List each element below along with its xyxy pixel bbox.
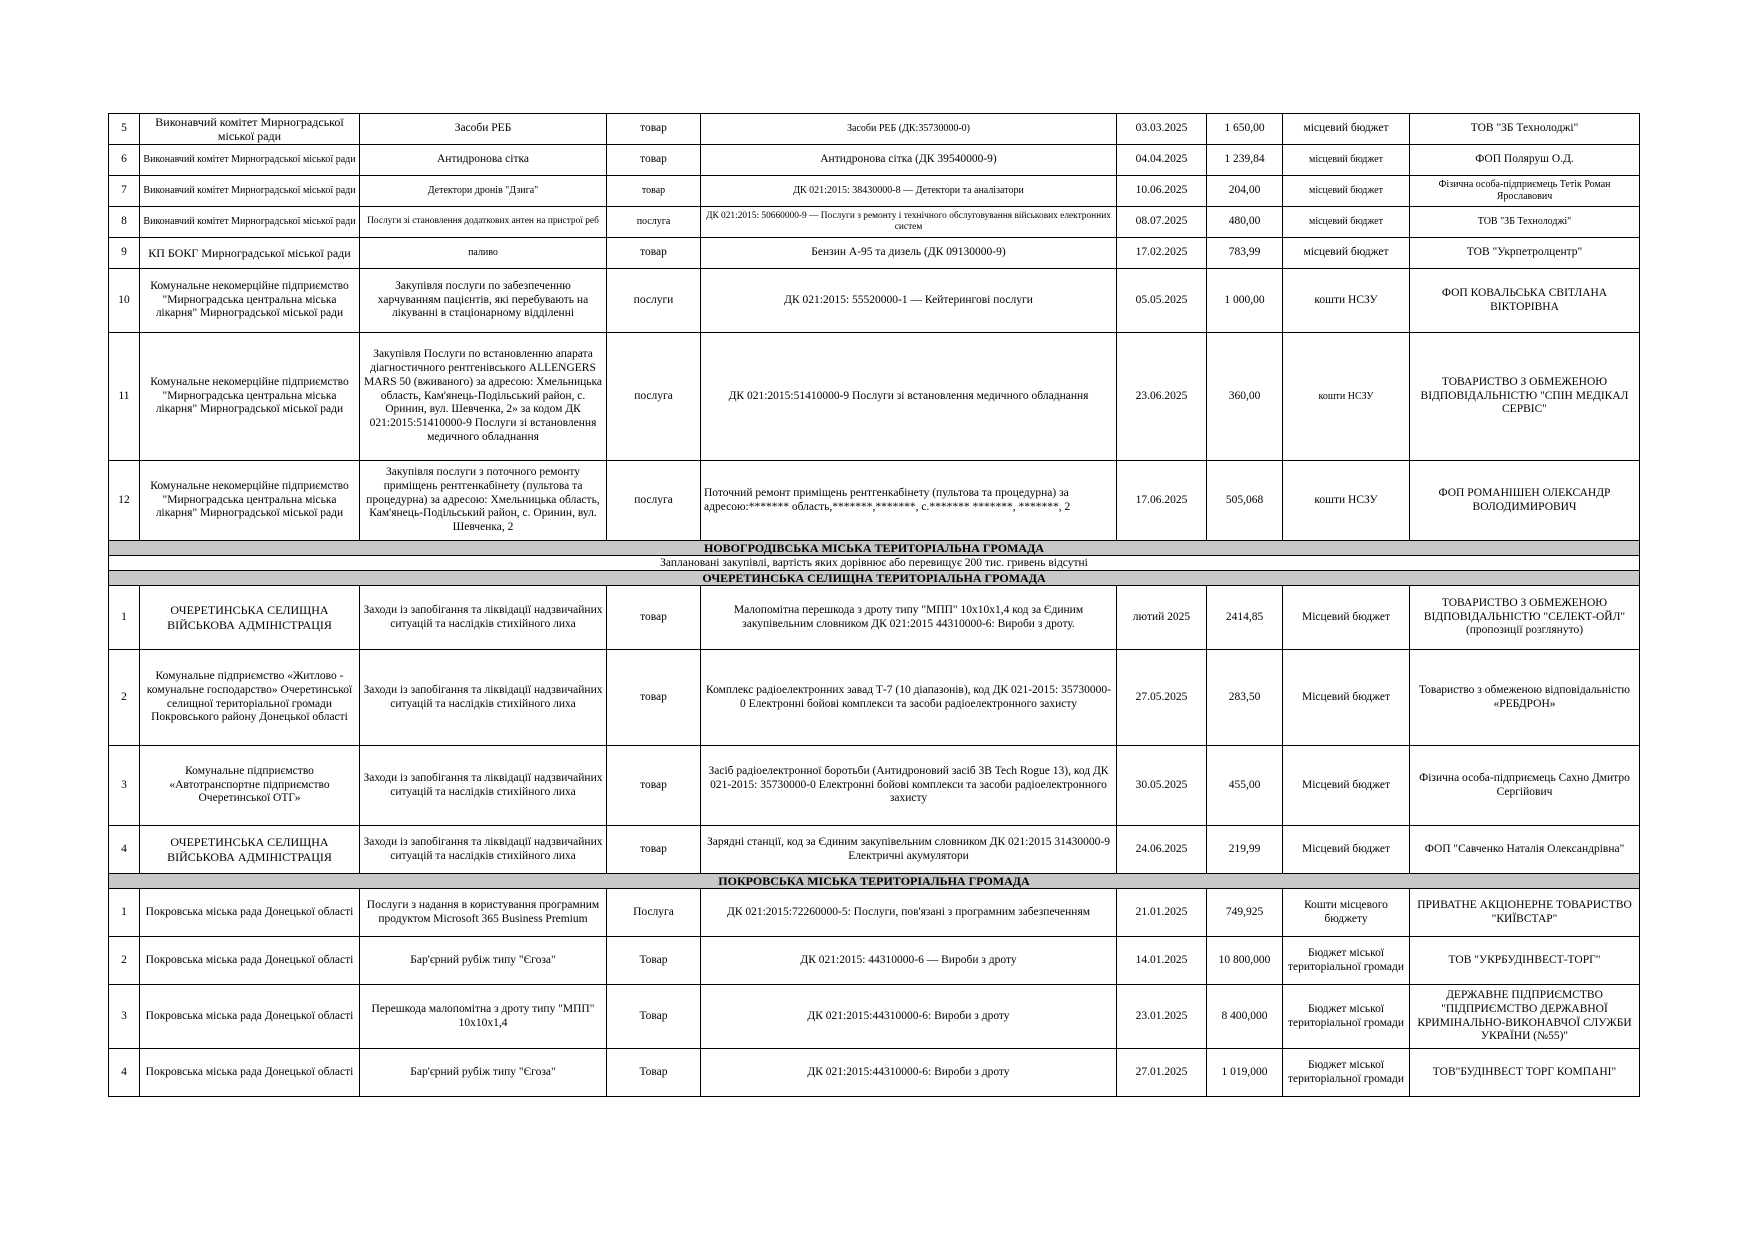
date-cell: 24.06.2025 — [1117, 826, 1207, 874]
customer-cell: Виконавчий комітет Мирноградської міської ради — [140, 176, 360, 207]
supplier-cell: ТОВ "ЗБ Технолоджі" — [1410, 114, 1640, 145]
date-cell: 14.01.2025 — [1117, 937, 1207, 985]
subject-cell: Закупівля послуги з поточного ремонту приміщень рентгенкабінету (пультова та процедурна) за адресою: Хмельницька область, Кам'янець-Подільський район, с. Оринин, вул. Шевченка, 2 — [360, 461, 607, 541]
date-cell: 21.01.2025 — [1117, 889, 1207, 937]
table-row — [109, 269, 1640, 333]
cpv-code-cell: ДК 021:2015:72260000-5: Послуги, пов'язані з програмним забезпеченням — [701, 889, 1117, 937]
subject-cell: Бар'єрний рубіж типу "Єгоза" — [360, 937, 607, 985]
amount-cell: 360,00 — [1207, 333, 1283, 461]
subject-cell: Заходи із запобігання та ліквідації надзвичайних ситуацій та наслідків стихійного лиха — [360, 746, 607, 826]
row-number-cell: 11 — [109, 333, 140, 461]
row-number-cell: 8 — [109, 207, 140, 238]
customer-cell: Покровська міська рада Донецької області — [140, 937, 360, 985]
subject-cell: Перешкода малопомітна з дроту типу "МПП" 10х10х1,4 — [360, 985, 607, 1049]
customer-cell: Покровська міська рада Донецької області — [140, 889, 360, 937]
customer-cell: Комунальне некомерційне підприємство "Мирноградська центральна міська лікарня" Мирноградської міської ради — [140, 461, 360, 541]
date-cell: 03.03.2025 — [1117, 114, 1207, 145]
table-row — [109, 461, 1640, 541]
cpv-code-cell: Комплекс радіоелектронних завад Т-7 (10 діапазонів), код ДК 021-2015: 35730000-0 Електронні бойові комплекси та засоби радіоелектронного захисту — [701, 650, 1117, 746]
row-number-cell: 2 — [109, 650, 140, 746]
table-row — [109, 650, 1640, 746]
amount-cell: 455,00 — [1207, 746, 1283, 826]
customer-cell: Комунальне підприємство «Автотранспортне підприємство Очеретинської ОТГ» — [140, 746, 360, 826]
cpv-code-cell: Поточний ремонт приміщень рентгенкабінету (пультова та процедурна) за адресою:******* область,*******,*******, с.******* *******, *******, 2 — [701, 461, 1117, 541]
amount-cell: 204,00 — [1207, 176, 1283, 207]
supplier-cell: Фізична особа-підприємець Сахно Дмитро Сергійович — [1410, 746, 1640, 826]
subject-cell: Закупівля Послуги по встановленню апарата діагностичного рентгенівського ALLENGERS MARS 50 (вживаного) за адресою: Хмельницька область, Кам'янець-Подільський район, с. Оринин, вул. Шевченка, 2» за кодом ДК 021:2015:51410000-9 Послуги зі встановлення медичного обладнання — [360, 333, 607, 461]
row-number-cell: 7 — [109, 176, 140, 207]
subject-cell: Бар'єрний рубіж типу "Єгоза" — [360, 1049, 607, 1097]
customer-cell: Комунальне підприємство «Житлово - комунальне господарство» Очеретинської селищної територіальної громади Покровського району Донецької області — [140, 650, 360, 746]
item-type-cell: товар — [607, 145, 701, 176]
table-row — [109, 1049, 1640, 1097]
supplier-cell: ФОП КОВАЛЬСЬКА СВІТЛАНА ВІКТОРІВНА — [1410, 269, 1640, 333]
row-number-cell: 3 — [109, 985, 140, 1049]
customer-cell: Виконавчий комітет Мирноградської міської ради — [140, 207, 360, 238]
cpv-code-cell: ДК 021:2015: 55520000-1 — Кейтерингові послуги — [701, 269, 1117, 333]
row-number-cell: 1 — [109, 889, 140, 937]
table-row — [109, 889, 1640, 937]
section-title: ОЧЕРЕТИНСЬКА СЕЛИЩНА ТЕРИТОРІАЛЬНА ГРОМАДА — [109, 571, 1640, 586]
subject-cell: Послуги з надання в користування програмним продуктом Microsoft 365 Business Premium — [360, 889, 607, 937]
item-type-cell: послуга — [607, 207, 701, 238]
row-number-cell: 3 — [109, 746, 140, 826]
table-row — [109, 937, 1640, 985]
row-number-cell: 4 — [109, 826, 140, 874]
table-row — [109, 333, 1640, 461]
row-number-cell: 9 — [109, 238, 140, 269]
subject-cell: Засоби РЕБ — [360, 114, 607, 145]
item-type-cell: послуга — [607, 461, 701, 541]
supplier-cell: ДЕРЖАВНЕ ПІДПРИЄМСТВО "ПІДПРИЄМСТВО ДЕРЖАВНОЇ КРИМІНАЛЬНО-ВИКОНАВЧОЇ СЛУЖБИ УКРАЇНИ (№55)" — [1410, 985, 1640, 1049]
funding-source-cell: місцевий бюджет — [1283, 145, 1410, 176]
funding-source-cell: Місцевий бюджет — [1283, 826, 1410, 874]
section-title: ПОКРОВСЬКА МІСЬКА ТЕРИТОРІАЛЬНА ГРОМАДА — [109, 874, 1640, 889]
date-cell: 05.05.2025 — [1117, 269, 1207, 333]
table-row — [109, 207, 1640, 238]
procurement-table — [108, 113, 1640, 1097]
supplier-cell: ФОП РОМАНІШЕН ОЛЕКСАНДР ВОЛОДИМИРОВИЧ — [1410, 461, 1640, 541]
row-number-cell: 6 — [109, 145, 140, 176]
section-note-row — [109, 556, 1640, 571]
amount-cell: 2414,85 — [1207, 586, 1283, 650]
item-type-cell: Товар — [607, 937, 701, 985]
supplier-cell: ФОП Поляруш О.Д. — [1410, 145, 1640, 176]
item-type-cell: товар — [607, 746, 701, 826]
amount-cell: 1 000,00 — [1207, 269, 1283, 333]
funding-source-cell: місцевий бюджет — [1283, 207, 1410, 238]
table-row — [109, 114, 1640, 145]
subject-cell: Антидронова сітка — [360, 145, 607, 176]
item-type-cell: товар — [607, 826, 701, 874]
item-type-cell: товар — [607, 650, 701, 746]
supplier-cell: ТОВ"БУДІНВЕСТ ТОРГ КОМПАНІ" — [1410, 1049, 1640, 1097]
funding-source-cell: кошти НСЗУ — [1283, 333, 1410, 461]
table-row — [109, 746, 1640, 826]
date-cell: 23.01.2025 — [1117, 985, 1207, 1049]
supplier-cell: ТОВАРИСТВО З ОБМЕЖЕНОЮ ВІДПОВІДАЛЬНІСТЮ "СЕЛЕКТ-ОЙЛ" (пропозиції розглянуто) — [1410, 586, 1640, 650]
customer-cell: ОЧЕРЕТИНСЬКА СЕЛИЩНА ВІЙСЬКОВА АДМІНІСТРАЦІЯ — [140, 586, 360, 650]
section-note: Заплановані закупівлі, вартість яких дорівнює або перевищує 200 тис. гривень відсутні — [109, 556, 1640, 571]
date-cell: лютий 2025 — [1117, 586, 1207, 650]
supplier-cell: ТОВАРИСТВО З ОБМЕЖЕНОЮ ВІДПОВІДАЛЬНІСТЮ "СПІН МЕДІКАЛ СЕРВІС" — [1410, 333, 1640, 461]
cpv-code-cell: Засіб радіоелектронної боротьби (Антидроновий засіб 3В Tech Rogue 13), код ДК 021-2015: 35730000-0 Електронні бойові комплекси та засоби радіоелектронного захисту — [701, 746, 1117, 826]
row-number-cell: 12 — [109, 461, 140, 541]
item-type-cell: Товар — [607, 1049, 701, 1097]
section-title: НОВОГРОДІВСЬКА МІСЬКА ТЕРИТОРІАЛЬНА ГРОМАДА — [109, 541, 1640, 556]
date-cell: 10.06.2025 — [1117, 176, 1207, 207]
row-number-cell: 5 — [109, 114, 140, 145]
item-type-cell: послуги — [607, 269, 701, 333]
cpv-code-cell: Зарядні станції, код за Єдиним закупівельним словником ДК 021:2015 31430000-9 Електричні акумулятори — [701, 826, 1117, 874]
table-body — [109, 114, 1640, 1097]
amount-cell: 8 400,000 — [1207, 985, 1283, 1049]
item-type-cell: товар — [607, 176, 701, 207]
cpv-code-cell: Засоби РЕБ (ДК:35730000-0) — [701, 114, 1117, 145]
amount-cell: 480,00 — [1207, 207, 1283, 238]
cpv-code-cell: ДК 021:2015: 50660000-9 — Послуги з ремонту і технічного обслуговування військових електронних систем — [701, 207, 1117, 238]
cpv-code-cell: Бензин А-95 та дизель (ДК 09130000-9) — [701, 238, 1117, 269]
customer-cell: Виконавчий комітет Мирноградської міської ради — [140, 114, 360, 145]
funding-source-cell: Бюджет міської територіальної громади — [1283, 1049, 1410, 1097]
customer-cell: ОЧЕРЕТИНСЬКА СЕЛИЩНА ВІЙСЬКОВА АДМІНІСТРАЦІЯ — [140, 826, 360, 874]
funding-source-cell: місцевий бюджет — [1283, 238, 1410, 269]
amount-cell: 1 650,00 — [1207, 114, 1283, 145]
date-cell: 23.06.2025 — [1117, 333, 1207, 461]
amount-cell: 1 239,84 — [1207, 145, 1283, 176]
customer-cell: Виконавчий комітет Мирноградської міської ради — [140, 145, 360, 176]
row-number-cell: 1 — [109, 586, 140, 650]
cpv-code-cell: Антидронова сітка (ДК 39540000-9) — [701, 145, 1117, 176]
funding-source-cell: Бюджет міської територіальної громади — [1283, 985, 1410, 1049]
subject-cell: Закупівля послуги по забезпеченню харчуванням пацієнтів, які перебувають на лікуванні в стаціонарному відділенні — [360, 269, 607, 333]
supplier-cell: Товариство з обмеженою відповідальністю «РЕБДРОН» — [1410, 650, 1640, 746]
amount-cell: 749,925 — [1207, 889, 1283, 937]
item-type-cell: Послуга — [607, 889, 701, 937]
amount-cell: 283,50 — [1207, 650, 1283, 746]
funding-source-cell: кошти НСЗУ — [1283, 269, 1410, 333]
item-type-cell: товар — [607, 238, 701, 269]
funding-source-cell: Бюджет міської територіальної громади — [1283, 937, 1410, 985]
table-row — [109, 985, 1640, 1049]
section-header-row — [109, 874, 1640, 889]
supplier-cell: ТОВ "Укрпетролцентр" — [1410, 238, 1640, 269]
funding-source-cell: Місцевий бюджет — [1283, 586, 1410, 650]
row-number-cell: 4 — [109, 1049, 140, 1097]
date-cell: 04.04.2025 — [1117, 145, 1207, 176]
amount-cell: 219,99 — [1207, 826, 1283, 874]
supplier-cell: ПРИВАТНЕ АКЦІОНЕРНЕ ТОВАРИСТВО "КИЇВСТАР" — [1410, 889, 1640, 937]
supplier-cell: ТОВ "УКРБУДІНВЕСТ-ТОРГ" — [1410, 937, 1640, 985]
table-row — [109, 145, 1640, 176]
item-type-cell: товар — [607, 114, 701, 145]
customer-cell: Покровська міська рада Донецької області — [140, 1049, 360, 1097]
item-type-cell: послуга — [607, 333, 701, 461]
customer-cell: Комунальне некомерційне підприємство "Мирноградська центральна міська лікарня" Мирноградської міської ради — [140, 333, 360, 461]
subject-cell: Детектори дронів "Дзига" — [360, 176, 607, 207]
funding-source-cell: Місцевий бюджет — [1283, 746, 1410, 826]
subject-cell: Послуги зі становлення додаткових антен на пристрої реб — [360, 207, 607, 238]
subject-cell: Заходи із запобігання та ліквідації надзвичайних ситуацій та наслідків стихійного лиха — [360, 586, 607, 650]
customer-cell: КП БОКГ Мирноградської міської ради — [140, 238, 360, 269]
cpv-code-cell: ДК 021:2015:51410000-9 Послуги зі встановлення медичного обладнання — [701, 333, 1117, 461]
supplier-cell: ТОВ "ЗБ Технолоджі" — [1410, 207, 1640, 238]
date-cell: 17.06.2025 — [1117, 461, 1207, 541]
subject-cell: паливо — [360, 238, 607, 269]
funding-source-cell: кошти НСЗУ — [1283, 461, 1410, 541]
subject-cell: Заходи із запобігання та ліквідації надзвичайних ситуацій та наслідків стихійного лиха — [360, 826, 607, 874]
subject-cell: Заходи із запобігання та ліквідації надзвичайних ситуацій та наслідків стихійного лиха — [360, 650, 607, 746]
date-cell: 27.01.2025 — [1117, 1049, 1207, 1097]
item-type-cell: Товар — [607, 985, 701, 1049]
table-row — [109, 826, 1640, 874]
amount-cell: 10 800,000 — [1207, 937, 1283, 985]
customer-cell: Комунальне некомерційне підприємство "Мирноградська центральна міська лікарня" Мирноградської міської ради — [140, 269, 360, 333]
amount-cell: 505,068 — [1207, 461, 1283, 541]
table-row — [109, 586, 1640, 650]
cpv-code-cell: ДК 021:2015: 38430000-8 — Детектори та аналізатори — [701, 176, 1117, 207]
cpv-code-cell: Малопомітна перешкода з дроту типу "МПП" 10х10х1,4 код за Єдиним закупівельним словником ДК 021:2015 44310000-6: Вироби з дроту. — [701, 586, 1117, 650]
date-cell: 27.05.2025 — [1117, 650, 1207, 746]
row-number-cell: 2 — [109, 937, 140, 985]
amount-cell: 1 019,000 — [1207, 1049, 1283, 1097]
table-row — [109, 238, 1640, 269]
customer-cell: Покровська міська рада Донецької області — [140, 985, 360, 1049]
date-cell: 17.02.2025 — [1117, 238, 1207, 269]
supplier-cell: Фізична особа-підприємець Тетік Роман Ярославович — [1410, 176, 1640, 207]
cpv-code-cell: ДК 021:2015: 44310000-6 — Вироби з дроту — [701, 937, 1117, 985]
cpv-code-cell: ДК 021:2015:44310000-6: Вироби з дроту — [701, 985, 1117, 1049]
amount-cell: 783,99 — [1207, 238, 1283, 269]
section-header-row — [109, 541, 1640, 556]
funding-source-cell: Кошти місцевого бюджету — [1283, 889, 1410, 937]
funding-source-cell: місцевий бюджет — [1283, 176, 1410, 207]
row-number-cell: 10 — [109, 269, 140, 333]
supplier-cell: ФОП "Савченко Наталія Олександрівна" — [1410, 826, 1640, 874]
date-cell: 08.07.2025 — [1117, 207, 1207, 238]
funding-source-cell: місцевий бюджет — [1283, 114, 1410, 145]
cpv-code-cell: ДК 021:2015:44310000-6: Вироби з дроту — [701, 1049, 1117, 1097]
date-cell: 30.05.2025 — [1117, 746, 1207, 826]
section-header-row — [109, 571, 1640, 586]
item-type-cell: товар — [607, 586, 701, 650]
funding-source-cell: Місцевий бюджет — [1283, 650, 1410, 746]
table-row — [109, 176, 1640, 207]
